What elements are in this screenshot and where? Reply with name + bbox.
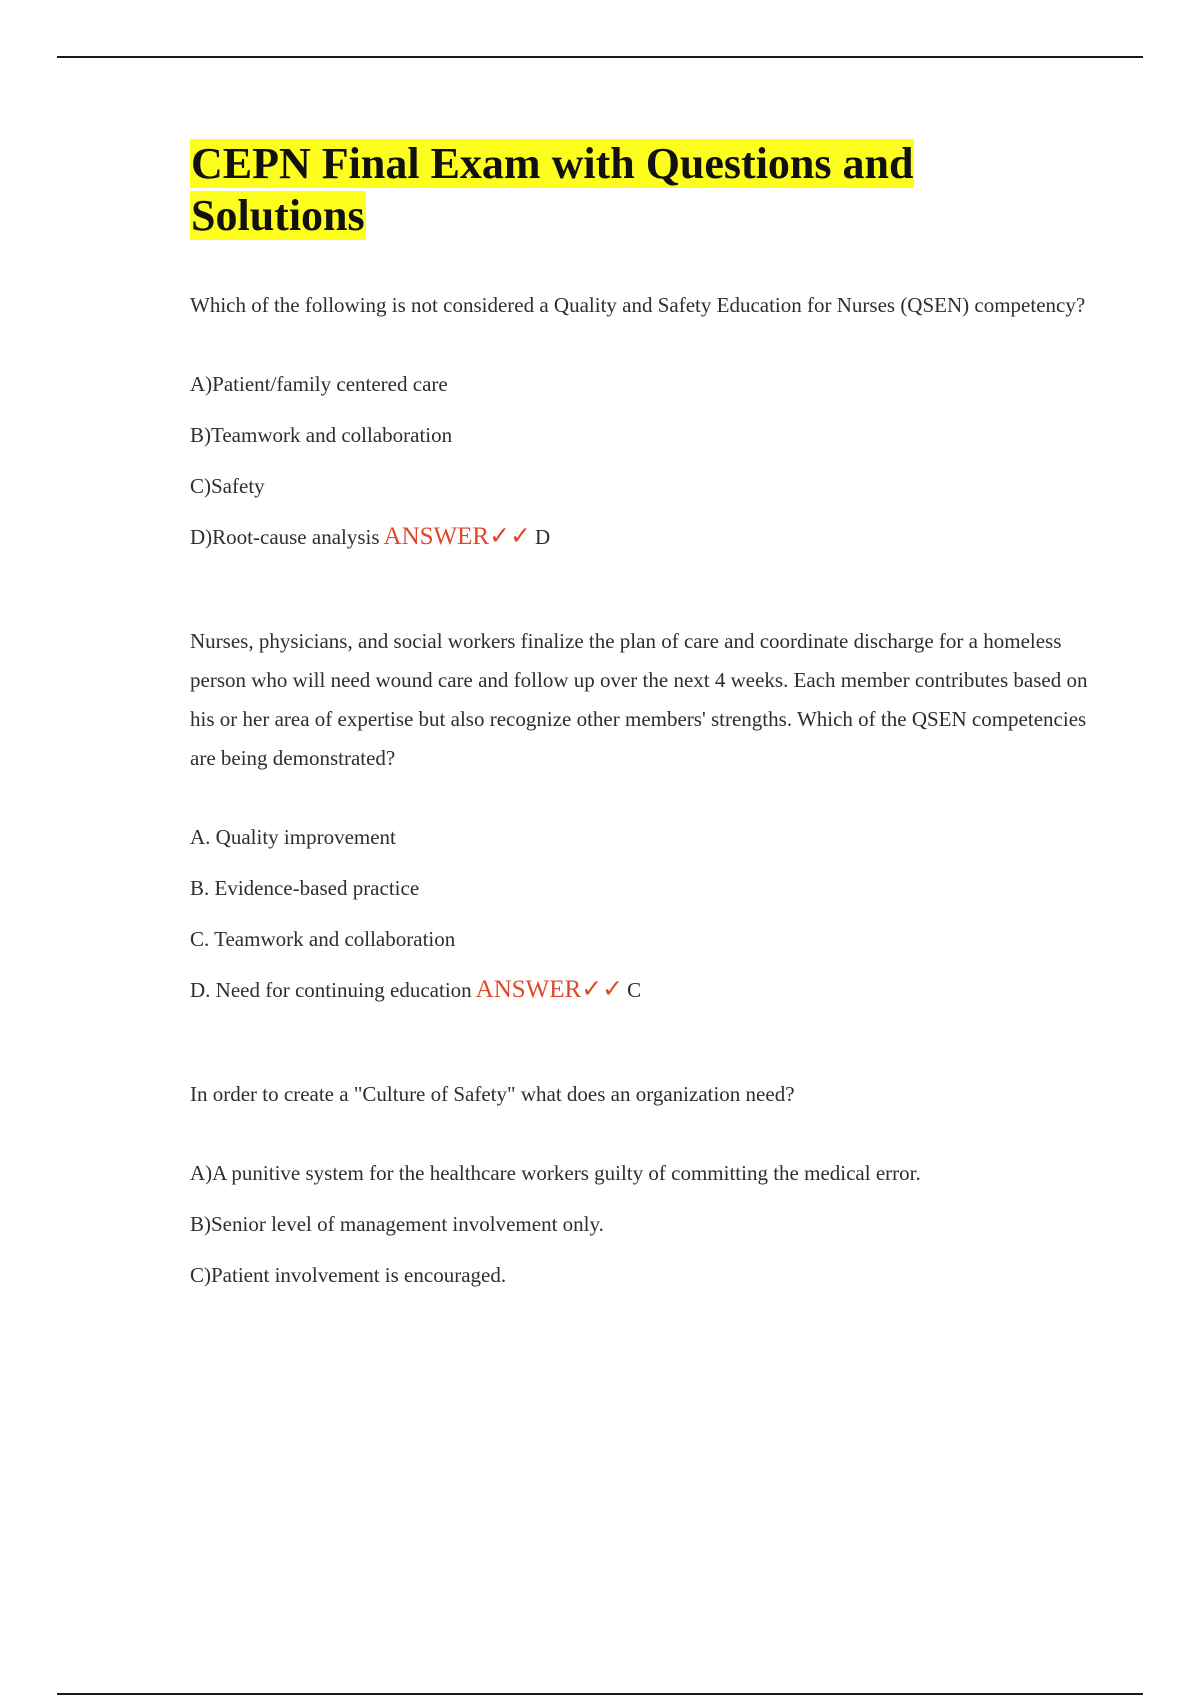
question-text: Which of the following is not considered a Quality and Safety Education for Nurses (QSEN) competency?: [190, 293, 1086, 317]
option-c: C)Safety: [190, 474, 265, 498]
title-highlight: CEPN Final Exam with Questions and Solutions: [191, 139, 914, 240]
option-a: A. Quality improvement: [190, 825, 396, 849]
option-list: [190, 1160, 1090, 1288]
option-list: [190, 824, 1090, 1003]
option-d-text: D)Root-cause analysis: [190, 525, 380, 549]
option-b: B. Evidence-based practice: [190, 876, 420, 900]
option-a: A)Patient/family centered care: [190, 372, 448, 396]
option-b: B)Senior level of management involvement only.: [190, 1212, 604, 1236]
answer-value: C: [627, 978, 642, 1002]
footer-rule: [57, 1693, 1143, 1695]
answer-value: D: [535, 525, 551, 549]
question-1: [190, 286, 1090, 550]
header-rule: [57, 56, 1143, 58]
option-d: [190, 977, 1090, 1003]
option-c: C. Teamwork and collaboration: [190, 927, 456, 951]
option-b: B)Teamwork and collaboration: [190, 423, 453, 447]
option-list: [190, 371, 1090, 550]
question-2: [190, 622, 1090, 1003]
document-title: [190, 138, 1090, 242]
answer-label: ANSWER✓✓: [475, 976, 624, 1003]
option-c: C)Patient involvement is encouraged.: [190, 1263, 507, 1287]
document-body: [190, 138, 1090, 1288]
answer-label: ANSWER✓✓: [383, 523, 531, 550]
option-a: A)A punitive system for the healthcare workers guilty of committing the medical error.: [190, 1161, 921, 1185]
question-text: Nurses, physicians, and social workers finalize the plan of care and coordinate discharge for a homeless person who will need wound care and follow up over the next 4 weeks. Each member contributes based on his or her area of expertise but also recognize other members' strengths. Which of the QSEN competencies are being demonstrated?: [190, 629, 1088, 770]
option-d: [190, 524, 1090, 550]
question-3: [190, 1075, 1090, 1288]
option-d-text: D. Need for continuing education: [190, 978, 472, 1002]
question-text: In order to create a "Culture of Safety" what does an organization need?: [190, 1082, 795, 1106]
